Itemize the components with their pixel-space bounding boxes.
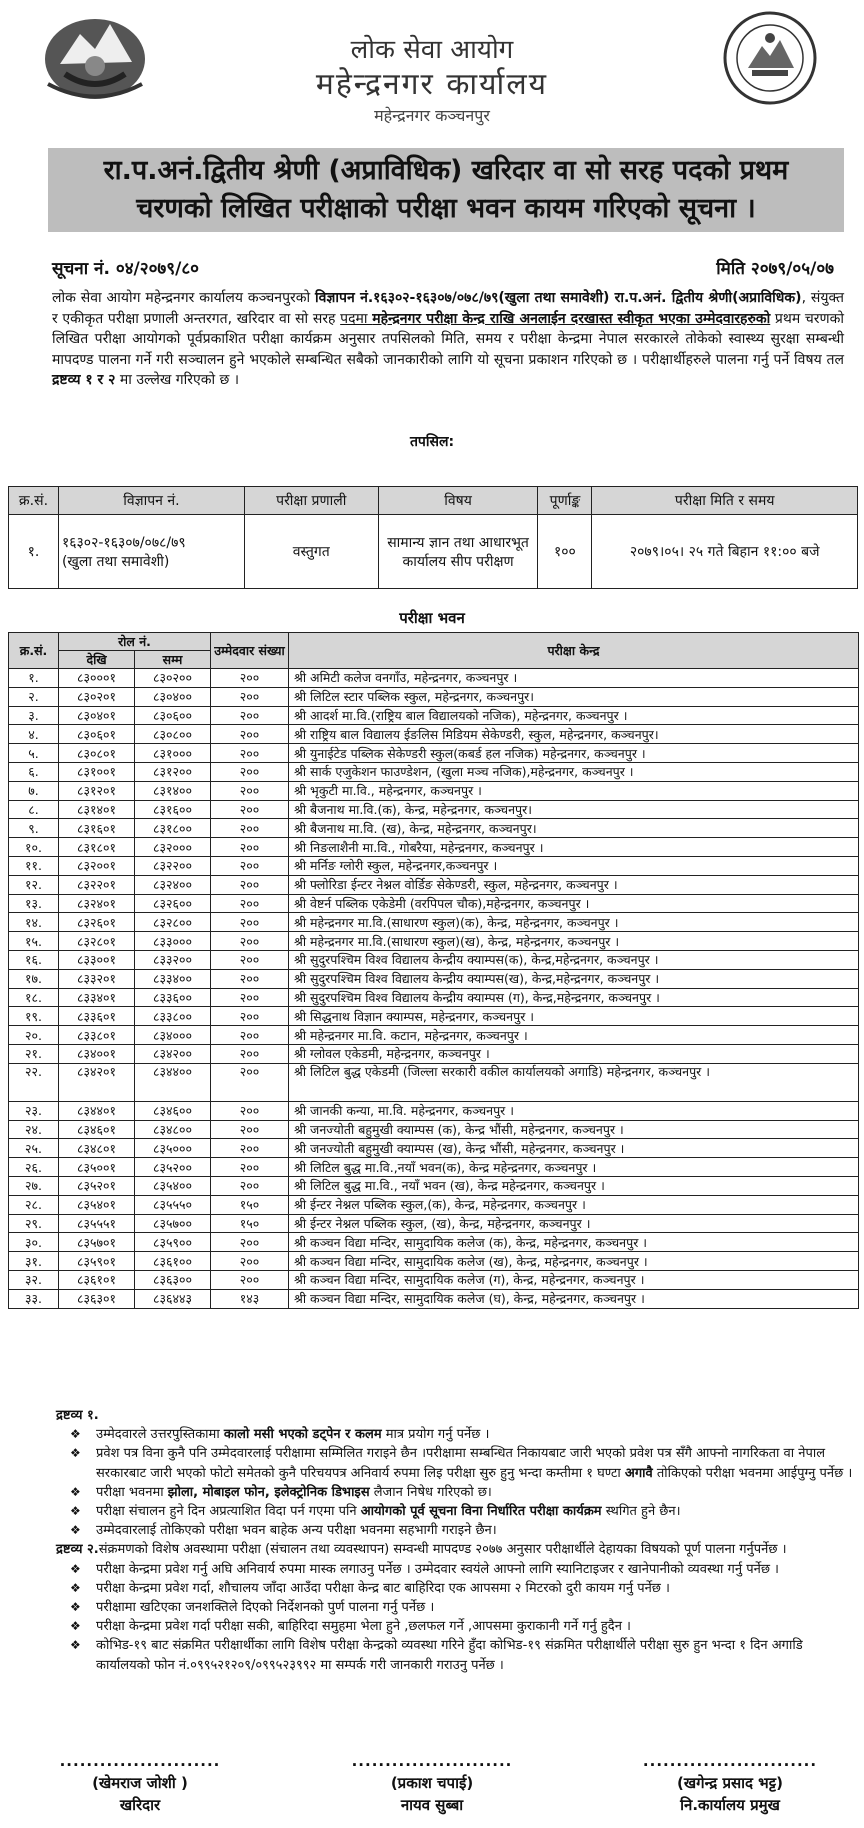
note2-item [56, 1617, 854, 1636]
venue-roll-from: ८३०००१ [59, 669, 135, 688]
venue-roll-from: ८३१४०१ [59, 800, 135, 819]
venue-center: श्री निङलाशैनी मा.वि., गोबरैया, महेन्द्रनगर, कञ्चनपुर । [289, 838, 859, 857]
venue-roll-to: ८३०२०० [135, 669, 211, 688]
venue-center: श्री बैजनाथ मा.वि.(क), केन्द्र, महेन्द्रनगर, कञ्चनपुर। [289, 800, 859, 819]
venue-roll-from: ८३३८०१ [59, 1026, 135, 1045]
venue-center: श्री बैजनाथ मा.वि. (ख), केन्द्र, महेन्द्रनगर, कञ्चनपुर। [289, 819, 859, 838]
venue-roll-to: ८३३४०० [135, 969, 211, 988]
venue-roll-from: ८३३४०१ [59, 988, 135, 1007]
venue-roll-to: ८३४२०० [135, 1044, 211, 1063]
venue-count: १४३ [211, 1289, 289, 1308]
notice-date: मिति २०७९/०५/०७ [716, 259, 834, 279]
schedule-subject: सामान्य ज्ञान तथा आधारभूत कार्यालय सीप परीक्षण [378, 515, 538, 589]
venue-roll-to: ८३५२०० [135, 1158, 211, 1177]
venue-roll-from: ८३५००१ [59, 1158, 135, 1177]
venue-row [9, 781, 859, 800]
venue-center: श्री कञ्चन विद्या मन्दिर, सामुदायिक कलेज (ग), केन्द्र, महेन्द्रनगर, कञ्चनपुर । [289, 1270, 859, 1289]
venue-roll-to: ८३५९०० [135, 1233, 211, 1252]
venue-row [9, 1007, 859, 1026]
signature-block-3 [610, 1750, 850, 1816]
note-text: कोभिड-१९ बाट संक्रमित परीक्षार्थीका लागि विशेष परीक्षा केन्द्रको व्यवस्था गरिने हुँदा कोभिड-१९ संक्रमित परीक्षार्थीले परीक्षा सुरु हुन भन्दा १ दिन अगाडि कार्यालयको फोन नं.०९९५२१२०९/०९९५२३९९२ मा सम्पर्क गरी जानकारी गराउनु पर्नेछ । [96, 1638, 803, 1673]
venue-row [9, 894, 859, 913]
note-text: तोकिएको परीक्षा भवनमा आईपुग्नु पर्नेछ । [652, 1465, 853, 1481]
venue-count: २०० [211, 1120, 289, 1139]
schedule-advert-type: (खुला तथा समावेशी) [61, 553, 170, 570]
header-office-name: महेन्द्रनगर कार्यालय [315, 67, 549, 102]
diamond-bullet-icon: ❖ [70, 1446, 81, 1461]
venue-roll-to: ८३१८०० [135, 819, 211, 838]
venue-count: २०० [211, 762, 289, 781]
venue-count: २०० [211, 838, 289, 857]
note1-item [56, 1521, 854, 1540]
venue-roll-to: ८३०४०० [135, 687, 211, 706]
schedule-header-sn: क्र.सं. [9, 487, 59, 515]
note2-text: संक्रमणको विशेष अवस्थामा परीक्षा (संचालन तथा व्यवस्थापन) सम्वन्धी मापदण्ड २०७७ अनुसार परीक्षार्थीले देहायका विषयको पूर्ण पालना गर्नुपर्नेछ । [98, 1542, 787, 1558]
signatory-name: (खेमराज जोशी ) [92, 1774, 188, 1792]
venue-roll-from: ८३१००१ [59, 762, 135, 781]
venue-row [9, 969, 859, 988]
diamond-bullet-icon: ❖ [70, 1561, 81, 1576]
venue-roll-from: ८३५९०१ [59, 1252, 135, 1271]
venue-row [9, 706, 859, 725]
venue-row [9, 932, 859, 951]
venue-heading: परीक्षा भवन [399, 609, 465, 627]
venue-count: २०० [211, 1101, 289, 1120]
venue-row [9, 800, 859, 819]
schedule-header-subject: विषय [378, 487, 538, 515]
intro-advert-ref: विज्ञापन नं.१६३०२-१६३०७/०७८/७९(खुला तथा समावेशी) रा.प.अनं. द्वितीय श्रेणी(अप्राविधिक) [315, 290, 802, 306]
venue-roll-to: ८३३००० [135, 932, 211, 951]
venue-count: २०० [211, 1233, 289, 1252]
note-emphasis: अगावै [624, 1465, 653, 1481]
venue-sn: ३१. [9, 1252, 59, 1271]
note-text: उम्मेदवारले उत्तरपुस्तिकामा [96, 1427, 224, 1443]
venue-roll-from: ८३०२०१ [59, 687, 135, 706]
venue-row [9, 1063, 859, 1101]
venue-count: २०० [211, 1026, 289, 1045]
diamond-bullet-icon: ❖ [70, 1504, 81, 1519]
note2-item [56, 1560, 854, 1579]
venue-center: श्री मर्निङ ग्लोरी स्कुल, महेन्द्रनगर,कञ्चनपुर । [289, 856, 859, 875]
note2-paragraph [56, 1540, 854, 1559]
venue-roll-to: ८३५४०० [135, 1176, 211, 1195]
venue-roll-to: ८३१२०० [135, 762, 211, 781]
note-text: स्थगित हुने छैन। [601, 1504, 681, 1520]
venue-center: श्री ग्लोवल एकेडमी, महेन्द्रनगर, कञ्चनपुर । [289, 1044, 859, 1063]
venue-center: श्री राष्ट्रिय बाल विद्यालय ईङलिस मिडियम सेकेण्डरी, स्कुल, महेन्द्रनगर, कञ्चनपुर। [289, 725, 859, 744]
note-text: मात्र प्रयोग गर्नु पर्नेछ । [381, 1427, 490, 1443]
intro-text: प्रथम चरणको लिखित परीक्षा आयोगको पूर्वप्रकाशित परीक्षा कार्यक्रम अनुसार तपसिलको मिति, समय र परीक्षा केन्द्रमा नेपाल सरकारले तोकेको स्वास्थ्य सुरक्षा सम्बन्धी मापदण्ड पालना गर्ने गरी सञ्चालन हुने भएकोले सम्बन्धित सबैको जानकारीको लागि यो सूचना प्रकाशन गरिएको छ । परीक्षार्थीहरुले पालना गर्नु पर्ने विषय तल [52, 310, 844, 368]
venue-count: २०० [211, 744, 289, 763]
venue-count: २०० [211, 1063, 289, 1101]
signature-line: ........................ [59, 1752, 221, 1770]
venue-roll-to: ८३३२०० [135, 950, 211, 969]
note-text: परीक्षा केन्द्रमा प्रवेश गर्नु अघि अनिवार्य रुपमा मास्क लगाउनु पर्नेछ । उम्मेदवार स्वयंले आफ्नो लागि स्यानिटाइजर र खानेपानीको व्यवस्था गर्नु पर्नेछ । [96, 1561, 779, 1577]
note-emphasis: झोला, मोबाइल फोन, इलेक्ट्रोनिक डिभाइस [167, 1484, 370, 1500]
venue-row [9, 856, 859, 875]
venue-roll-from: ८३०८०१ [59, 744, 135, 763]
venue-center: श्री लिटिल बुद्ध मा.वि., नयाँ भवन (ख), केन्द्र महेन्द्रनगर, कञ्चनपुर । [289, 1176, 859, 1195]
venue-roll-from: ८३०६०१ [59, 725, 135, 744]
notice-title-line1: रा.प.अनं.द्वितीय श्रेणी (अप्राविधिक) खरिदार वा सो सरह पदको प्रथम [103, 155, 789, 186]
venue-sn: १८. [9, 988, 59, 1007]
venue-sn: १६. [9, 950, 59, 969]
venue-roll-to: ८३६३०० [135, 1270, 211, 1289]
venue-center: श्री वेष्टर्न पब्लिक एकेडेमी (वरपिपल चौक),महेन्द्रनगर, कञ्चनपुर । [289, 894, 859, 913]
venue-count: २०० [211, 669, 289, 688]
venue-sn: २०. [9, 1026, 59, 1045]
venue-sn: २९. [9, 1214, 59, 1233]
venue-sn: ८. [9, 800, 59, 819]
schedule-header-system: परीक्षा प्रणाली [244, 487, 378, 515]
venue-sn: १४. [9, 913, 59, 932]
venue-sn: ७. [9, 781, 59, 800]
intro-center-ref: महेन्द्रनगर परीक्षा केन्द्र राखि अनलाईन दरखास्त स्वीकृत भएका उम्मेदवारहरुको [372, 310, 771, 327]
schedule-advert-no: १६३०२-१६३०७/०७८/७९ [61, 534, 186, 551]
exam-schedule-table [8, 486, 858, 589]
note1-item [56, 1483, 854, 1502]
header-address: महेन्द्रनगर कञ्चनपुर [374, 106, 490, 125]
venue-sn: १२. [9, 875, 59, 894]
venue-count: २०० [211, 856, 289, 875]
venue-center: श्री जनज्योती बहुमुखी क्याम्पस (ख), केन्द्र भौंसी, महेन्द्रनगर, कञ्चनपुर । [289, 1139, 859, 1158]
venue-sn: २३. [9, 1101, 59, 1120]
venue-row [9, 762, 859, 781]
diamond-bullet-icon: ❖ [70, 1523, 81, 1538]
venue-count: २०० [211, 706, 289, 725]
venue-center: श्री अमिटी कलेज वनगाँउ, महेन्द्रनगर, कञ्चनपुर । [289, 669, 859, 688]
venue-roll-from: ८३०४०१ [59, 706, 135, 725]
venue-sn: ३. [9, 706, 59, 725]
schedule-header-datetime: परीक्षा मिति र समय [592, 487, 858, 515]
venue-center: श्री सुदुरपश्चिम विश्व विद्यालय केन्द्रीय क्याम्पस(क), केन्द्र,महेन्द्रनगर, कञ्चनपुर । [289, 950, 859, 969]
venue-row [9, 1252, 859, 1271]
venue-roll-from: ८३३२०१ [59, 969, 135, 988]
venue-center: श्री सार्क एजुकेशन फाउण्डेशन, (खुला मञ्च नजिक),महेन्द्रनगर, कञ्चनपुर । [289, 762, 859, 781]
venue-center: श्री भृकुटी मा.वि., महेन्द्रनगर, कञ्चनपुर । [289, 781, 859, 800]
venue-roll-from: ८३५२०१ [59, 1176, 135, 1195]
venue-roll-to: ८३४००० [135, 1026, 211, 1045]
venue-row [9, 1101, 859, 1120]
note2-item [56, 1579, 854, 1598]
note-emphasis: कालो मसी भएको डट्पेन र कलम [223, 1427, 382, 1443]
venue-roll-to: ८३५५५० [135, 1195, 211, 1214]
venue-center: श्री कञ्चन विद्या मन्दिर, सामुदायिक कलेज (घ), केन्द्र, महेन्द्रनगर, कञ्चनपुर । [289, 1289, 859, 1308]
exam-venue-table [8, 632, 859, 1309]
venue-count: २०० [211, 819, 289, 838]
note-text: लैजान निषेध गरिएको छ। [369, 1484, 492, 1500]
note-text: उम्मेदवारलाई तोकिएको परीक्षा भवन बाहेक अन्य परीक्षा भवनमा सहभागी गराइने छैन। [96, 1523, 497, 1539]
venue-roll-from: ८३४००१ [59, 1044, 135, 1063]
venue-sn: ६. [9, 762, 59, 781]
venue-center: श्री ईन्टर नेश्नल पब्लिक स्कुल, (ख), केन्द्र, महेन्द्रनगर, कञ्चनपुर । [289, 1214, 859, 1233]
venue-roll-to: ८३४४०० [135, 1063, 211, 1101]
venue-roll-to: ८३१००० [135, 744, 211, 763]
venue-sn: ५. [9, 744, 59, 763]
venue-row [9, 1139, 859, 1158]
venue-roll-to: ८३२२०० [135, 856, 211, 875]
venue-sn: ११. [9, 856, 59, 875]
venue-sn: ९. [9, 819, 59, 838]
diamond-bullet-icon: ❖ [70, 1600, 81, 1615]
note-text: परीक्षामा खटिएका जनशक्तिले दिएको निर्देशनको पुर्ण पालना गर्नु पर्नेछ । [96, 1600, 435, 1616]
psc-seal-icon [722, 10, 818, 106]
venue-roll-from: ८३६३०१ [59, 1289, 135, 1308]
venue-roll-to: ८३२६०० [135, 894, 211, 913]
venue-roll-from: ८३६१०१ [59, 1270, 135, 1289]
venue-roll-to: ८३०६०० [135, 706, 211, 725]
venue-row [9, 687, 859, 706]
venue-row [9, 1176, 859, 1195]
note1-item [56, 1425, 854, 1444]
venue-sn: २१. [9, 1044, 59, 1063]
venue-count: २०० [211, 969, 289, 988]
venue-count: १५० [211, 1195, 289, 1214]
venue-sn: १९. [9, 1007, 59, 1026]
venue-roll-to: ८३३६०० [135, 988, 211, 1007]
diamond-bullet-icon: ❖ [70, 1484, 81, 1499]
note1-heading: द्रष्टव्य १. [56, 1408, 99, 1423]
venue-roll-from: ८३२२०१ [59, 875, 135, 894]
venue-center: श्री सुदुरपश्चिम विश्व विद्यालय केन्द्रीय क्याम्पस(ख), केन्द्र,महेन्द्रनगर, कञ्चनपुर । [289, 969, 859, 988]
venue-roll-to: ८३५००० [135, 1139, 211, 1158]
venue-sn: २७. [9, 1176, 59, 1195]
venue-sn: २. [9, 687, 59, 706]
diamond-bullet-icon: ❖ [70, 1580, 81, 1595]
venue-count: २०० [211, 781, 289, 800]
venue-row [9, 744, 859, 763]
venue-row [9, 819, 859, 838]
venue-center: श्री महेन्द्रनगर मा.वि.(साधारण स्कुल)(क), केन्द्र, महेन्द्रनगर, कञ्चनपुर । [289, 913, 859, 932]
venue-sn: २२. [9, 1063, 59, 1101]
venue-count: २०० [211, 1252, 289, 1271]
venue-roll-from: ८३४८०१ [59, 1139, 135, 1158]
venue-roll-to: ८३३८०० [135, 1007, 211, 1026]
venue-roll-to: ८३२००० [135, 838, 211, 857]
schedule-header-marks: पूर्णाङ्क [538, 487, 592, 515]
note-emphasis: आयोगको पूर्व सूचना विना निर्धारित परीक्षा कार्यक्रम [360, 1504, 602, 1520]
venue-roll-from: ८३३६०१ [59, 1007, 135, 1026]
venue-roll-to: ८३०८०० [135, 725, 211, 744]
venue-row [9, 1026, 859, 1045]
note-text: परीक्षा केन्द्रमा प्रवेश गर्दा, शौचालय जाँदा आउँदा परीक्षा केन्द्र बाट बाहिरिदा एक आपसमा २ मिटरको दुरी कायम गर्नु पर्नेछ । [96, 1580, 670, 1596]
venue-count: २०० [211, 1139, 289, 1158]
venue-sn: १. [9, 669, 59, 688]
venue-row [9, 1214, 859, 1233]
venue-row [9, 1195, 859, 1214]
venue-count: २०० [211, 687, 289, 706]
venue-count: २०० [211, 1270, 289, 1289]
venue-center: श्री ईन्टर नेश्नल पब्लिक स्कुल,(क), केन्द्र, महेन्द्रनगर, कञ्चनपुर । [289, 1195, 859, 1214]
signatory-title: नायव सुब्बा [400, 1796, 464, 1814]
venue-count: २०० [211, 988, 289, 1007]
note-text: परीक्षा संचालन हुने दिन अप्रत्याशित विदा पर्न गएमा पनि [96, 1504, 361, 1520]
venue-row [9, 875, 859, 894]
venue-sn: २४. [9, 1120, 59, 1139]
venue-count: १५० [211, 1214, 289, 1233]
venue-center: श्री युनाईटेड पब्लिक सेकेण्डरी स्कुल(कबर्ड हल नजिक) महेन्द्रनगर, कञ्चनपुर । [289, 744, 859, 763]
venue-roll-to: ८३५७०० [135, 1214, 211, 1233]
signature-block-1 [20, 1750, 260, 1816]
venue-roll-to: ८३१४०० [135, 781, 211, 800]
venue-center: श्री सिद्धनाथ विज्ञान क्याम्पस, महेन्द्रनगर, कञ्चनपुर । [289, 1007, 859, 1026]
venue-roll-from: ८३३००१ [59, 950, 135, 969]
venue-count: २०० [211, 800, 289, 819]
venue-roll-to: ८३१६०० [135, 800, 211, 819]
venue-header-center: परीक्षा केन्द्र [289, 633, 859, 669]
venue-row [9, 669, 859, 688]
venue-center: श्री लिटिल बुद्ध मा.वि.,नयाँ भवन(क), केन्द्र महेन्द्रनगर, कञ्चनपुर । [289, 1158, 859, 1177]
signature-block-2 [312, 1750, 552, 1816]
schedule-advert [58, 515, 244, 589]
venue-count: २०० [211, 894, 289, 913]
venue-center: श्री कञ्चन विद्या मन्दिर, सामुदायिक कलेज (ख), केन्द्र, महेन्द्रनगर, कञ्चनपुर । [289, 1252, 859, 1271]
venue-roll-to: ८३४८०० [135, 1120, 211, 1139]
notice-title-line2: चरणको लिखित परीक्षाको परीक्षा भवन कायम गरिएको सूचना । [136, 193, 756, 224]
venue-center: श्री सुदुरपश्चिम विश्व विद्यालय केन्द्रीय क्याम्पस (ग), केन्द्र,महेन्द्रनगर, कञ्चनपुर । [289, 988, 859, 1007]
venue-row [9, 1233, 859, 1252]
venue-count: २०० [211, 932, 289, 951]
signature-line: ........................ [351, 1752, 513, 1770]
venue-roll-from: ८३५७०१ [59, 1233, 135, 1252]
venue-roll-to: ८३६४४३ [135, 1289, 211, 1308]
intro-text: , संयुक्त र एकीकृत परीक्षा प्रणाली अन्तरगत, खरिदार वा सो सरह [52, 290, 844, 327]
signatory-name: (खगेन्द्र प्रसाद भट्ट) [677, 1774, 783, 1792]
note-text: प्रवेश पत्र विना कुनै पनि उम्मेदवारलाई परीक्षामा सम्मिलित गराइने छैन ।परीक्षामा सम्बन्धित निकायबाट जारी भएको प्रवेश पत्र सँगै आफ्नो नागरिकता वा नेपाल सरकारबाट जारी भएको फोटो समेतको कुनै परिचयपत्र अनिवार्य रुपमा लिइ परीक्षा सुरु हुनु भन्दा कम्तीमा १ घण्टा [96, 1446, 826, 1481]
venue-roll-from: ८३५५५१ [59, 1214, 135, 1233]
schedule-datetime: २०७९।०५। २५ गते बिहान ११:०० बजे [592, 515, 858, 589]
venue-center: श्री कञ्चन विद्या मन्दिर, सामुदायिक कलेज (क), केन्द्र, महेन्द्रनगर, कञ्चनपुर । [289, 1233, 859, 1252]
venue-center: श्री आदर्श मा.वि.(राष्ट्रिय बाल विद्यालयको नजिक), महेन्द्रनगर, कञ्चनपुर । [289, 706, 859, 725]
venue-roll-to: ८३६१०० [135, 1252, 211, 1271]
note2-item [56, 1636, 854, 1674]
venue-count: २०० [211, 1176, 289, 1195]
schedule-sn: १. [9, 515, 59, 589]
signatory-title: खरिदार [119, 1796, 161, 1814]
venue-roll-from: ८३१२०१ [59, 781, 135, 800]
venue-count: २०० [211, 1158, 289, 1177]
note1-item [56, 1502, 854, 1521]
diamond-bullet-icon: ❖ [70, 1638, 81, 1653]
venue-roll-from: ८३२६०१ [59, 913, 135, 932]
venue-row [9, 838, 859, 857]
venue-row [9, 1289, 859, 1308]
venue-row [9, 1120, 859, 1139]
note1-list [56, 1425, 854, 1540]
venue-header-from: देखि [59, 651, 135, 669]
venue-header-sn: क्र.सं. [9, 633, 59, 669]
venue-row [9, 913, 859, 932]
venue-header-count: उम्मेदवार संख्या [211, 633, 289, 669]
schedule-header-advert: विज्ञापन नं. [58, 487, 244, 515]
venue-count: २०० [211, 950, 289, 969]
venue-roll-from: ८३१६०१ [59, 819, 135, 838]
venue-roll-from: ८३५४०१ [59, 1195, 135, 1214]
venue-count: २०० [211, 1007, 289, 1026]
notice-number: सूचना नं. ०४/२०७९/८० [52, 259, 199, 279]
venue-row [9, 725, 859, 744]
venue-roll-from: ८३२००१ [59, 856, 135, 875]
signature-line: .......................... [642, 1752, 818, 1770]
venue-row [9, 950, 859, 969]
venue-center: श्री लिटिल बुद्ध एकेडमी (जिल्ला सरकारी वकील कार्यालयको अगाडि) महेन्द्रनगर, कञ्चनपुर । [289, 1063, 859, 1101]
venue-roll-from: ८३१८०१ [59, 838, 135, 857]
venue-sn: ३३. [9, 1289, 59, 1308]
note-text: परीक्षा भवनमा [96, 1484, 168, 1500]
note1-item [56, 1444, 854, 1482]
venue-roll-to: ८३४६०० [135, 1101, 211, 1120]
intro-text: लोक सेवा आयोग महेन्द्रनगर कार्यालय कञ्चनपुरको [52, 290, 316, 306]
venue-roll-from: ८३४६०१ [59, 1120, 135, 1139]
venue-roll-to: ८३२४०० [135, 875, 211, 894]
venue-roll-to: ८३२८०० [135, 913, 211, 932]
venue-center: श्री लिटिल स्टार पब्लिक स्कुल, महेन्द्रनगर, कञ्चनपुर। [289, 687, 859, 706]
intro-paragraph [52, 288, 844, 391]
intro-underlined: पदमा [340, 310, 373, 327]
venue-center: श्री महेन्द्रनगर मा.वि.(साधारण स्कुल)(ख), केन्द्र, महेन्द्रनगर, कञ्चनपुर । [289, 932, 859, 951]
signatory-name: (प्रकाश चपाई) [390, 1774, 474, 1792]
letterhead [0, 0, 864, 140]
venue-row [9, 988, 859, 1007]
venue-row [9, 1044, 859, 1063]
venue-count: २०० [211, 913, 289, 932]
diamond-bullet-icon: ❖ [70, 1427, 81, 1442]
note2-heading: द्रष्टव्य २. [56, 1542, 99, 1558]
venue-sn: ३०. [9, 1233, 59, 1252]
intro-text: मा उल्लेख गरिएको छ । [115, 372, 240, 388]
venue-roll-from: ८३४२०१ [59, 1063, 135, 1101]
notes-section [56, 1406, 854, 1675]
venue-center: श्री महेन्द्रनगर मा.वि. कटान, महेन्द्रनगर, कञ्चनपुर । [289, 1026, 859, 1045]
note-text: परीक्षा केन्द्रमा प्रवेश गर्दा परीक्षा सकी, बाहिरिदा समुहमा भेला हुने ,छलफल गर्ने ,आपसमा कुराकानी गर्ने गर्नु हुदैन । [96, 1619, 631, 1635]
venue-header-roll: रोल नं. [59, 633, 211, 651]
venue-sn: २५. [9, 1139, 59, 1158]
venue-sn: २८. [9, 1195, 59, 1214]
details-heading: तपसिल: [409, 434, 455, 450]
venue-sn: ३२. [9, 1270, 59, 1289]
venue-row [9, 1158, 859, 1177]
venue-roll-from: ८३२४०१ [59, 894, 135, 913]
note2-list [56, 1560, 854, 1675]
venue-row [9, 1270, 859, 1289]
schedule-system: वस्तुगत [244, 515, 378, 589]
venue-sn: १०. [9, 838, 59, 857]
venue-sn: १५. [9, 932, 59, 951]
notice-title-banner [48, 148, 844, 232]
diamond-bullet-icon: ❖ [70, 1619, 81, 1634]
venue-center: श्री जनज्योती बहुमुखी क्याम्पस (क), केन्द्र भौंसी, महेन्द्रनगर, कञ्चनपुर । [289, 1120, 859, 1139]
venue-count: २०० [211, 1044, 289, 1063]
venue-center: श्री फ्लोरिडा ईन्टर नेश्नल वोर्डिङ सेकेण्डरी, स्कुल, महेन्द्रनगर, कञ्चनपुर । [289, 875, 859, 894]
venue-count: २०० [211, 725, 289, 744]
venue-sn: १३. [9, 894, 59, 913]
schedule-marks: १०० [538, 515, 592, 589]
venue-sn: १७. [9, 969, 59, 988]
venue-roll-from: ८३२८०१ [59, 932, 135, 951]
schedule-row [9, 515, 858, 589]
note2-item [56, 1598, 854, 1617]
venue-sn: ४. [9, 725, 59, 744]
venue-center: श्री जानकी कन्या, मा.वि. महेन्द्रनगर, कञ्चनपुर । [289, 1101, 859, 1120]
header-org-name: लोक सेवा आयोग [350, 35, 514, 65]
intro-note-ref: द्रष्टव्य १ र २ [52, 372, 116, 388]
venue-count: २०० [211, 875, 289, 894]
venue-roll-from: ८३४४०१ [59, 1101, 135, 1120]
venue-header-to: सम्म [135, 651, 211, 669]
venue-sn: २६. [9, 1158, 59, 1177]
signatory-title: नि.कार्यालय प्रमुख [680, 1796, 780, 1814]
